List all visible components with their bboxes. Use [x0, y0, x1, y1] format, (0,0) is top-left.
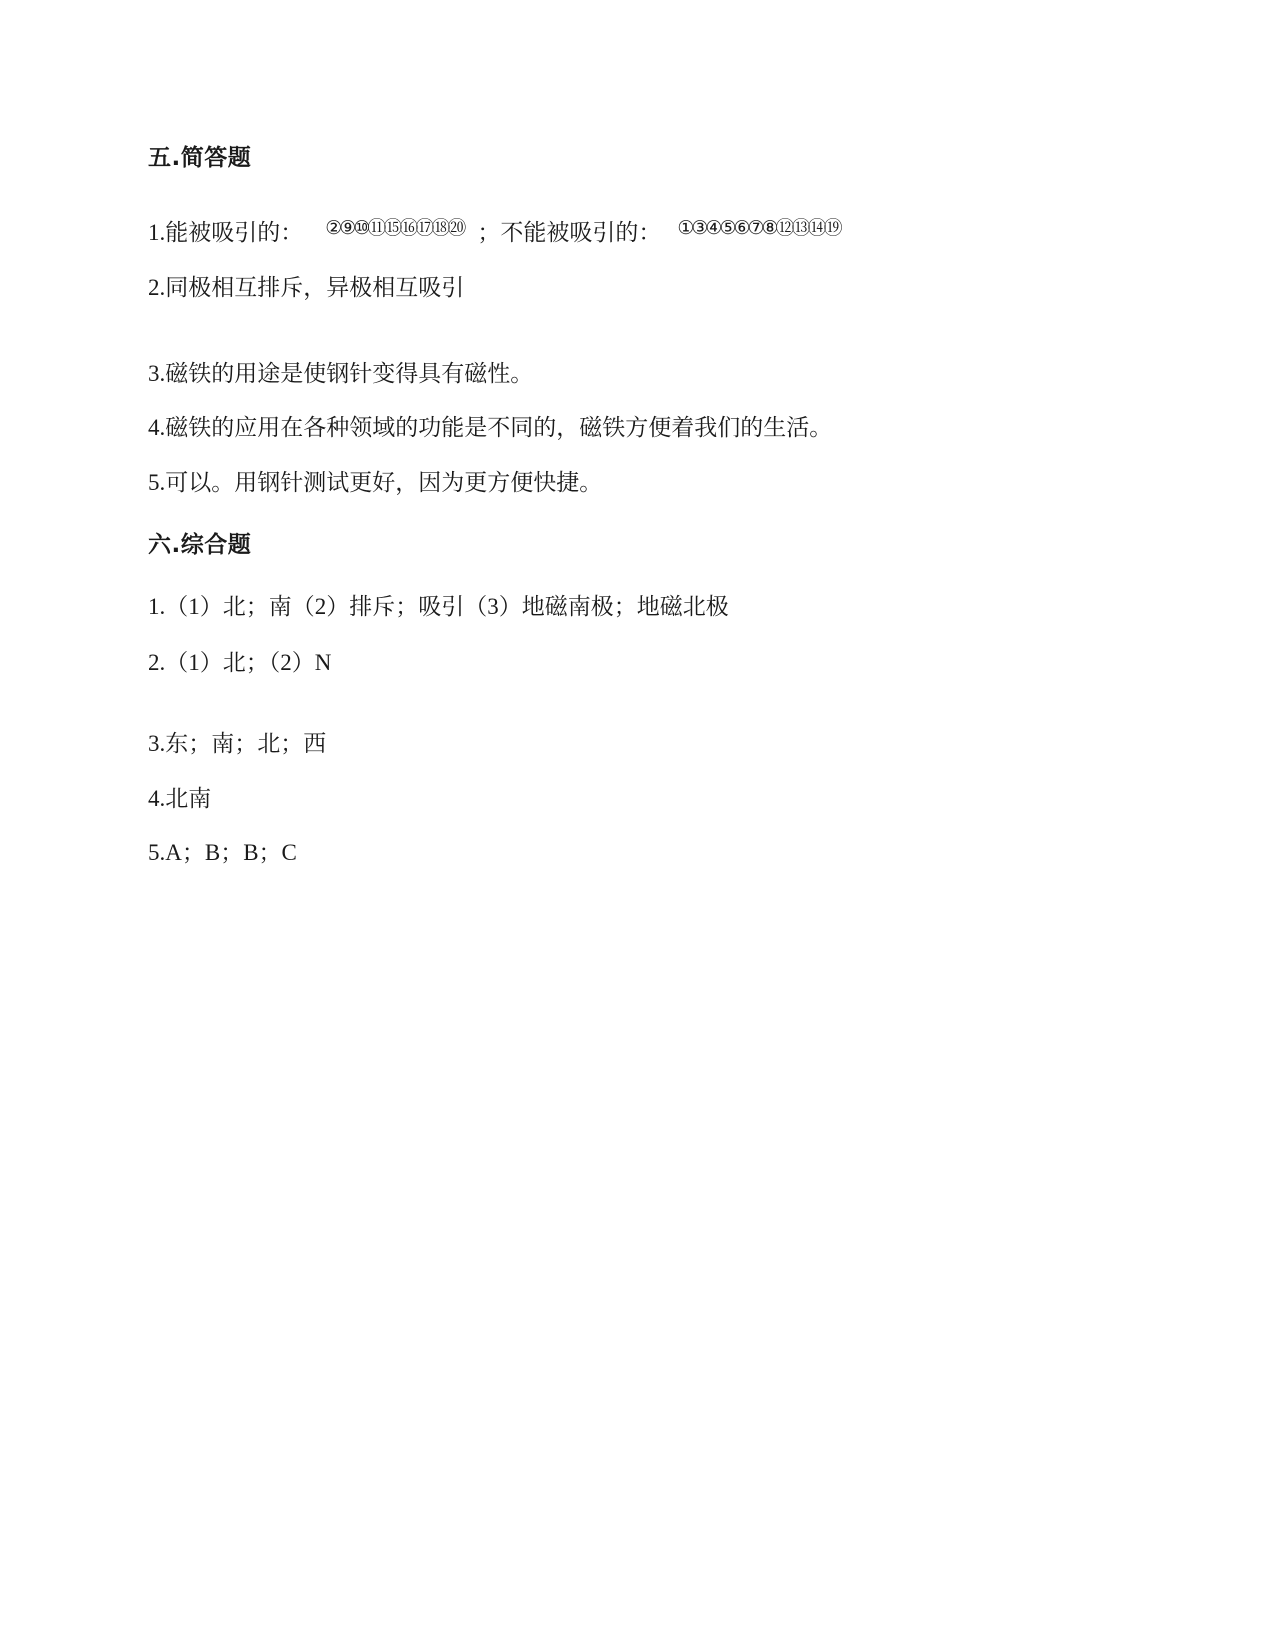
comprehensive-2: 2.（1）北；（2）N: [148, 650, 332, 675]
section-heading-comprehensive: 六.综合题: [148, 532, 252, 558]
comprehensive-5: 5.A；B；B；C: [148, 840, 297, 865]
separator: ；: [477, 220, 501, 245]
comprehensive-1: 1.（1）北；南（2）排斥；吸引（3）地磁南极；地磁北极: [148, 594, 729, 619]
attract-numbers: ②⑨⑩⑪⑮⑯⑰⑱⑳: [325, 217, 464, 239]
attract-label: 1.能被吸引的：: [148, 220, 304, 245]
short-answer-3: 3.磁铁的用途是使钢针变得具有磁性。: [148, 361, 534, 386]
short-answer-4: 4.磁铁的应用在各种领域的功能是不同的，磁铁方便着我们的生活。: [148, 415, 833, 440]
comprehensive-3: 3.东；南；北；西: [148, 731, 327, 756]
short-answer-5: 5.可以。用钢针测试更好，因为更方便快捷。: [148, 470, 603, 495]
not-attract-numbers: ①③④⑤⑥⑦⑧⑫⑬⑭⑲: [677, 217, 840, 239]
not-attract-label: 不能被吸引的：: [500, 220, 662, 245]
section-heading-short-answer: 五.简答题: [148, 145, 252, 171]
short-answer-2: 2.同极相互排斥，异极相互吸引: [148, 275, 465, 300]
short-answer-1: [148, 218, 840, 249]
comprehensive-4: 4.北南: [148, 786, 212, 811]
